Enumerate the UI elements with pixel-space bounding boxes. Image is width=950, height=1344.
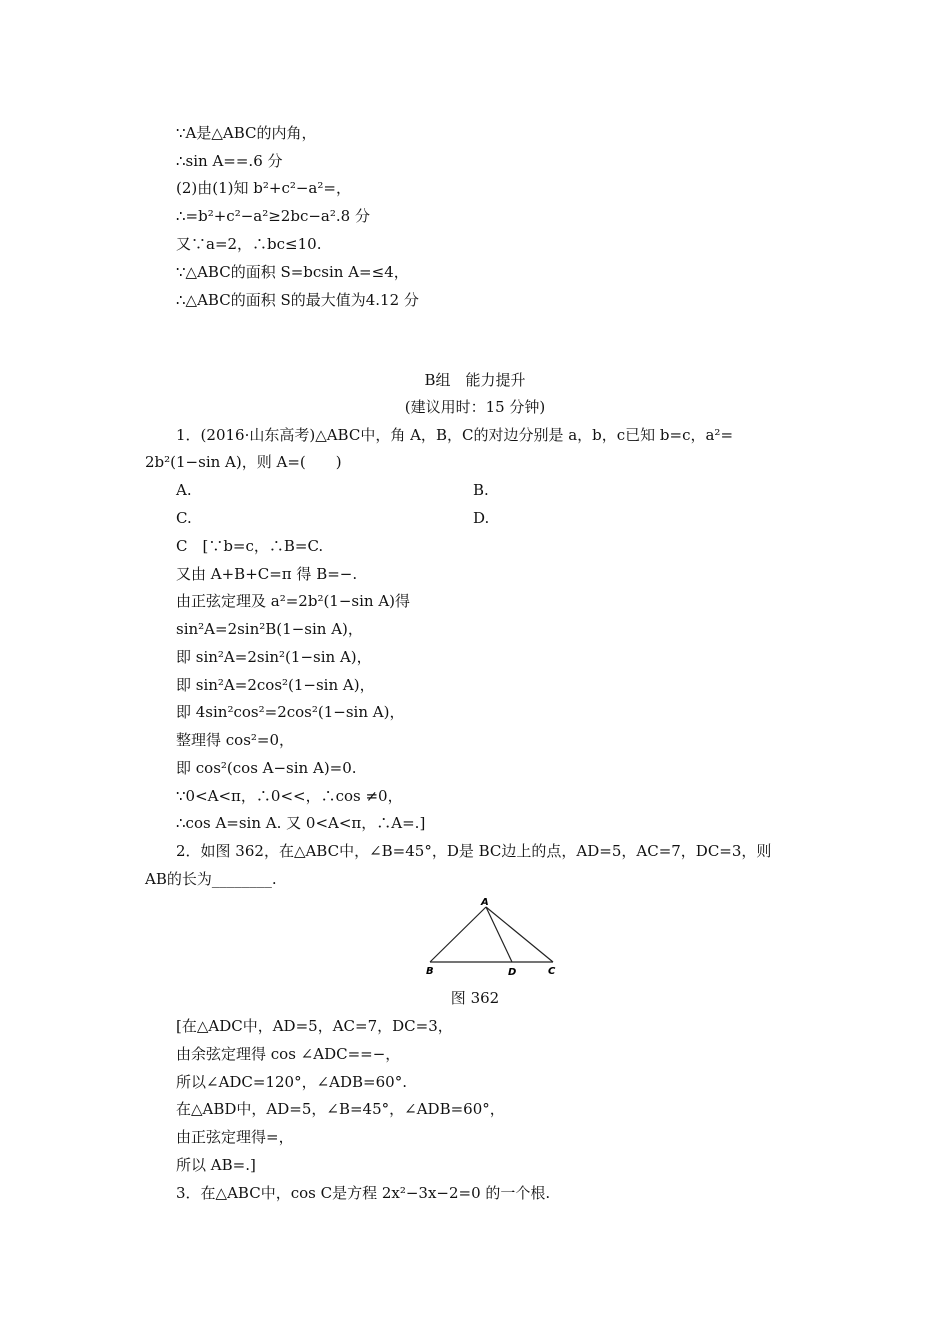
solution-line: ∵△ABC的面积 S=bcsin A=≤4， <box>176 263 409 281</box>
solution-line: ∴sin A==.6 分 <box>176 152 283 170</box>
q1-stem-line1: 1．(2016·山东高考)△ABC中，角 A，B，C的对边分别是 a，b，c已知 b=c，a²= <box>176 426 734 444</box>
q1-solution-line: sin²A=2sin²B(1−sin A)， <box>176 620 363 638</box>
q1-option-c: C. <box>176 509 192 527</box>
q2-solution-line: [在△ADC中，AD=5，AC=7，DC=3， <box>176 1017 453 1035</box>
q2-solution-line: 所以∠ADC=120°，∠ADB=60°. <box>176 1073 407 1091</box>
q1-solution-line: 整理得 cos²=0， <box>176 731 295 749</box>
q1-option-a: A. <box>176 481 192 499</box>
q2-solution-line: 在△ABD中，AD=5，∠B=45°，∠ADB=60°， <box>176 1100 505 1118</box>
q1-solution-line: ∵0<A<π，∴0<<，∴cos ≠0， <box>176 787 403 805</box>
q2-stem-line2: AB的长为________. <box>145 870 277 888</box>
solution-line: ∵A是△ABC的内角， <box>176 124 317 142</box>
segment-ad <box>486 907 512 962</box>
section-subtitle: (建议用时：15 分钟) <box>404 398 546 416</box>
solution-line: (2)由(1)知 b²+c²−a²=， <box>176 179 351 197</box>
q1-solution-line: C [∵b=c，∴B=C. <box>176 537 324 555</box>
q1-solution-line: 由正弦定理及 a²=2b²(1−sin A)得 <box>176 592 411 610</box>
q1-solution-line: 即 cos²(cos A−sin A)=0. <box>176 759 357 777</box>
vertex-label-a: A <box>481 897 489 908</box>
q1-solution-line: 即 sin²A=2sin²(1−sin A)， <box>176 648 372 666</box>
solution-line: ∴=b²+c²−a²≥2bc−a².8 分 <box>176 207 370 225</box>
vertex-label-c: C <box>548 966 556 977</box>
side-ab <box>430 907 486 962</box>
q2-solution-line: 由正弦定理得=， <box>176 1128 294 1146</box>
triangle-figure <box>420 894 570 984</box>
solution-line: ∴△ABC的面积 S的最大值为4.12 分 <box>176 291 419 309</box>
solution-line: 又∵a=2，∴bc≤10. <box>176 235 322 253</box>
q1-solution-line: 即 4sin²cos²=2cos²(1−sin A)， <box>176 703 405 721</box>
side-ac <box>486 907 553 962</box>
q2-stem-line1: 2．如图 362，在△ABC中，∠B=45°，D是 BC边上的点，AD=5，AC=7，DC=3，则 <box>176 842 772 860</box>
q1-solution-line: 即 sin²A=2cos²(1−sin A)， <box>176 676 375 694</box>
q1-option-b: B. <box>473 481 489 499</box>
q1-option-d: D. <box>473 509 490 527</box>
q2-solution-line: 由余弦定理得 cos ∠ADC==−， <box>176 1045 401 1063</box>
q1-stem-line2: 2b²(1−sin A)，则 A=( ) <box>145 453 342 471</box>
figure-caption: 图 362 <box>450 989 500 1007</box>
vertex-label-d: D <box>508 967 517 978</box>
q3-stem-line1: 3．在△ABC中，cos C是方程 2x²−3x−2=0 的一个根. <box>176 1184 551 1202</box>
section-title: B组 能力提升 <box>424 371 526 389</box>
q1-solution-line: 又由 A+B+C=π 得 B=−. <box>176 565 358 583</box>
q1-solution-line: ∴cos A=sin A. 又 0<A<π，∴A=.] <box>176 814 426 832</box>
q2-solution-line: 所以 AB=.] <box>176 1156 256 1174</box>
vertex-label-b: B <box>426 966 434 977</box>
